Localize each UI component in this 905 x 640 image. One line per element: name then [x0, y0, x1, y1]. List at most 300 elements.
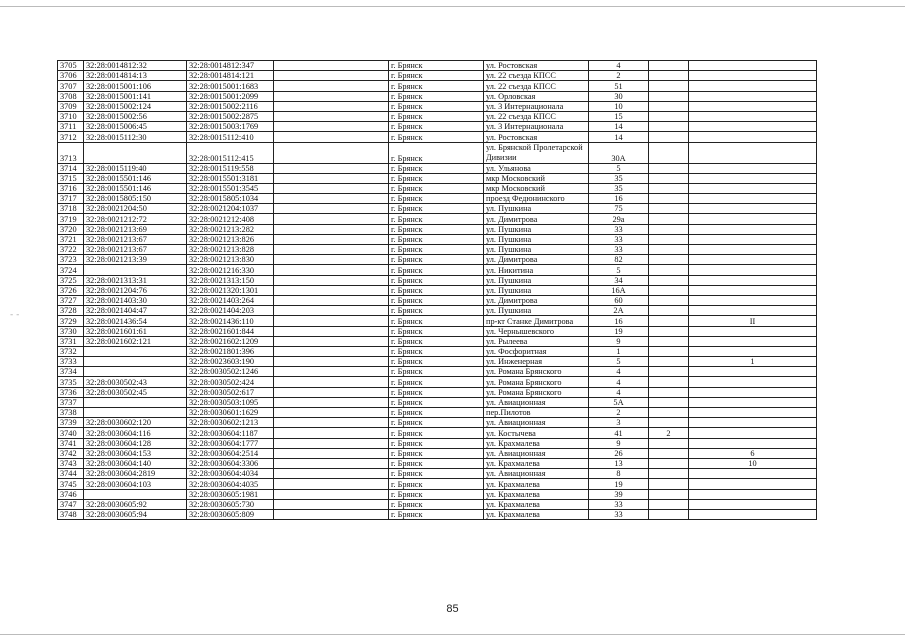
street-address-cell: ул. Димитрова: [484, 214, 589, 224]
apartment-number-cell: [689, 132, 817, 142]
city-cell: г. Брянск: [389, 101, 484, 111]
building-cadastral-number-cell: 32:28:0021313:150: [187, 275, 274, 285]
building-cadastral-number-cell: 32:28:0030502:617: [187, 387, 274, 397]
apartment-number-cell: [689, 438, 817, 448]
land-cadastral-number-cell: 32:28:0021213:67: [84, 245, 187, 255]
city-cell: г. Брянск: [389, 397, 484, 407]
street-address-cell: ул. Романа Брянского: [484, 367, 589, 377]
table-row: [58, 132, 817, 142]
city-cell: г. Брянск: [389, 265, 484, 275]
house-number-cell: 30: [589, 91, 649, 101]
house-number-cell: 33: [589, 509, 649, 519]
table-row: [58, 224, 817, 234]
house-number-cell: 26: [589, 448, 649, 458]
city-cell: г. Брянск: [389, 122, 484, 132]
land-cadastral-number-cell: 32:28:0015501:146: [84, 183, 187, 193]
street-address-cell: ул. Брянской Пролетарской Дивизии: [484, 142, 589, 163]
street-address-cell: ул. 22 съезда КПСС: [484, 111, 589, 121]
table-row: [58, 316, 817, 326]
house-number-cell: 5: [589, 357, 649, 367]
blank-column-cell: [274, 336, 389, 346]
city-cell: г. Брянск: [389, 183, 484, 193]
apartment-number-cell: [689, 214, 817, 224]
street-address-cell: ул. Авиационная: [484, 469, 589, 479]
city-cell: г. Брянск: [389, 306, 484, 316]
city-cell: г. Брянск: [389, 346, 484, 356]
house-number-cell: 82: [589, 255, 649, 265]
apartment-number-cell: [689, 183, 817, 193]
blank-column-cell: [274, 479, 389, 489]
apartment-number-cell: [689, 489, 817, 499]
building-number-cell: [649, 469, 689, 479]
table-row: [58, 469, 817, 479]
building-number-cell: [649, 336, 689, 346]
blank-column-cell: [274, 489, 389, 499]
building-cadastral-number-cell: 32:28:0023603:190: [187, 357, 274, 367]
house-number-cell: 16А: [589, 285, 649, 295]
house-number-cell: 35: [589, 173, 649, 183]
city-cell: г. Брянск: [389, 285, 484, 295]
table-row: [58, 183, 817, 193]
row-number-cell: 3723: [58, 255, 84, 265]
building-number-cell: [649, 418, 689, 428]
row-number-cell: 3737: [58, 397, 84, 407]
row-number-cell: 3711: [58, 122, 84, 132]
blank-column-cell: [274, 173, 389, 183]
apartment-number-cell: [689, 101, 817, 111]
street-address-cell: ул. 3 Интернационала: [484, 122, 589, 132]
blank-column-cell: [274, 245, 389, 255]
building-number-cell: [649, 91, 689, 101]
building-number-cell: [649, 132, 689, 142]
building-number-cell: [649, 357, 689, 367]
table-row: [58, 346, 817, 356]
apartment-number-cell: [689, 326, 817, 336]
blank-column-cell: [274, 234, 389, 244]
building-cadastral-number-cell: 32:28:0021204:1037: [187, 204, 274, 214]
city-cell: г. Брянск: [389, 71, 484, 81]
table-row: [58, 255, 817, 265]
land-cadastral-number-cell: 32:28:0030604:2819: [84, 469, 187, 479]
city-cell: г. Брянск: [389, 509, 484, 519]
street-address-cell: ул. Ростовская: [484, 61, 589, 71]
table-row: [58, 306, 817, 316]
row-number-cell: 3720: [58, 224, 84, 234]
land-cadastral-number-cell: [84, 408, 187, 418]
building-cadastral-number-cell: 32:28:0030604:2514: [187, 448, 274, 458]
street-address-cell: ул. Пушкина: [484, 204, 589, 214]
city-cell: г. Брянск: [389, 448, 484, 458]
apartment-number-cell: 6: [689, 448, 817, 458]
building-cadastral-number-cell: 32:28:0021601:844: [187, 326, 274, 336]
house-number-cell: 33: [589, 499, 649, 509]
building-cadastral-number-cell: 32:28:0021213:826: [187, 234, 274, 244]
land-cadastral-number-cell: 32:28:0021601:61: [84, 326, 187, 336]
land-cadastral-number-cell: 32:28:0030604:140: [84, 458, 187, 468]
land-cadastral-number-cell: 32:28:0030502:43: [84, 377, 187, 387]
city-cell: г. Брянск: [389, 326, 484, 336]
apartment-number-cell: [689, 224, 817, 234]
house-number-cell: 39: [589, 489, 649, 499]
blank-column-cell: [274, 316, 389, 326]
row-number-cell: 3715: [58, 173, 84, 183]
building-number-cell: [649, 71, 689, 81]
building-cadastral-number-cell: 32:28:0021320:1301: [187, 285, 274, 295]
house-number-cell: 33: [589, 234, 649, 244]
house-number-cell: 4: [589, 61, 649, 71]
blank-column-cell: [274, 255, 389, 265]
street-address-cell: ул. Чернышевского: [484, 326, 589, 336]
city-cell: г. Брянск: [389, 275, 484, 285]
house-number-cell: 4: [589, 367, 649, 377]
city-cell: г. Брянск: [389, 387, 484, 397]
blank-column-cell: [274, 326, 389, 336]
blank-column-cell: [274, 61, 389, 71]
building-cadastral-number-cell: 32:28:0021213:282: [187, 224, 274, 234]
building-cadastral-number-cell: 32:28:0021403:264: [187, 295, 274, 305]
building-cadastral-number-cell: 32:28:0015805:1034: [187, 194, 274, 204]
building-number-cell: [649, 245, 689, 255]
row-number-cell: 3708: [58, 91, 84, 101]
street-address-cell: ул. Романа Брянского: [484, 377, 589, 387]
land-cadastral-number-cell: 32:28:0021436:54: [84, 316, 187, 326]
land-cadastral-number-cell: 32:28:0021212:72: [84, 214, 187, 224]
row-number-cell: 3718: [58, 204, 84, 214]
street-address-cell: ул. Инженерная: [484, 357, 589, 367]
city-cell: г. Брянск: [389, 91, 484, 101]
apartment-number-cell: [689, 285, 817, 295]
apartment-number-cell: [689, 194, 817, 204]
building-cadastral-number-cell: 32:28:0030503:1095: [187, 397, 274, 407]
house-number-cell: 33: [589, 245, 649, 255]
house-number-cell: 2: [589, 408, 649, 418]
street-address-cell: ул. Романа Брянского: [484, 387, 589, 397]
street-address-cell: ул. Костычева: [484, 428, 589, 438]
blank-column-cell: [274, 285, 389, 295]
building-number-cell: [649, 111, 689, 121]
house-number-cell: 5: [589, 163, 649, 173]
row-number-cell: 3745: [58, 479, 84, 489]
street-address-cell: ул. Крахмалева: [484, 458, 589, 468]
building-cadastral-number-cell: 32:28:0015501:3545: [187, 183, 274, 193]
building-cadastral-number-cell: 32:28:0030601:1629: [187, 408, 274, 418]
row-number-cell: 3714: [58, 163, 84, 173]
table-row: [58, 367, 817, 377]
apartment-number-cell: [689, 469, 817, 479]
blank-column-cell: [274, 357, 389, 367]
blank-column-cell: [274, 408, 389, 418]
building-cadastral-number-cell: 32:28:0015119:558: [187, 163, 274, 173]
building-number-cell: [649, 255, 689, 265]
building-number-cell: [649, 377, 689, 387]
building-number-cell: [649, 234, 689, 244]
house-number-cell: 4: [589, 387, 649, 397]
table-row: [58, 397, 817, 407]
row-number-cell: 3746: [58, 489, 84, 499]
city-cell: г. Брянск: [389, 81, 484, 91]
building-number-cell: [649, 295, 689, 305]
building-number-cell: [649, 408, 689, 418]
house-number-cell: 8: [589, 469, 649, 479]
land-cadastral-number-cell: 32:28:0030604:128: [84, 438, 187, 448]
table-row: [58, 163, 817, 173]
blank-column-cell: [274, 194, 389, 204]
house-number-cell: 14: [589, 132, 649, 142]
building-number-cell: [649, 509, 689, 519]
apartment-number-cell: [689, 71, 817, 81]
city-cell: г. Брянск: [389, 234, 484, 244]
city-cell: г. Брянск: [389, 489, 484, 499]
house-number-cell: 9: [589, 438, 649, 448]
apartment-number-cell: [689, 295, 817, 305]
street-address-cell: мкр Московский: [484, 173, 589, 183]
building-cadastral-number-cell: 32:28:0015501:3181: [187, 173, 274, 183]
building-cadastral-number-cell: 32:28:0021213:830: [187, 255, 274, 265]
city-cell: г. Брянск: [389, 245, 484, 255]
row-number-cell: 3712: [58, 132, 84, 142]
row-number-cell: 3732: [58, 346, 84, 356]
land-cadastral-number-cell: 32:28:0014812:32: [84, 61, 187, 71]
apartment-number-cell: [689, 255, 817, 265]
building-number-cell: [649, 387, 689, 397]
building-number-cell: [649, 122, 689, 132]
apartment-number-cell: [689, 377, 817, 387]
building-cadastral-number-cell: 32:28:0021213:828: [187, 245, 274, 255]
table-row: [58, 408, 817, 418]
apartment-number-cell: [689, 265, 817, 275]
street-address-cell: ул. Ульянова: [484, 163, 589, 173]
house-number-cell: 35: [589, 183, 649, 193]
page-number: 85: [446, 603, 459, 615]
street-address-cell: ул. Рылеева: [484, 336, 589, 346]
apartment-number-cell: [689, 275, 817, 285]
building-number-cell: [649, 224, 689, 234]
row-number-cell: 3717: [58, 194, 84, 204]
table-row: [58, 265, 817, 275]
city-cell: г. Брянск: [389, 458, 484, 468]
street-address-cell: мкр Московский: [484, 183, 589, 193]
city-cell: г. Брянск: [389, 357, 484, 367]
blank-column-cell: [274, 499, 389, 509]
building-number-cell: [649, 438, 689, 448]
table-row: [58, 438, 817, 448]
row-number-cell: 3722: [58, 245, 84, 255]
blank-column-cell: [274, 91, 389, 101]
city-cell: г. Брянск: [389, 438, 484, 448]
apartment-number-cell: 10: [689, 458, 817, 468]
blank-column-cell: [274, 265, 389, 275]
table-row: [58, 81, 817, 91]
street-address-cell: ул. Авиационная: [484, 418, 589, 428]
house-number-cell: 19: [589, 479, 649, 489]
house-number-cell: 2А: [589, 306, 649, 316]
city-cell: г. Брянск: [389, 499, 484, 509]
house-number-cell: 29а: [589, 214, 649, 224]
land-cadastral-number-cell: 32:28:0030604:116: [84, 428, 187, 438]
building-number-cell: [649, 163, 689, 173]
row-number-cell: 3707: [58, 81, 84, 91]
city-cell: г. Брянск: [389, 316, 484, 326]
table-row: [58, 245, 817, 255]
row-number-cell: 3724: [58, 265, 84, 275]
building-cadastral-number-cell: 32:28:0015002:2875: [187, 111, 274, 121]
city-cell: г. Брянск: [389, 418, 484, 428]
land-cadastral-number-cell: 32:28:0030604:103: [84, 479, 187, 489]
row-number-cell: 3748: [58, 509, 84, 519]
table-row: [58, 101, 817, 111]
building-number-cell: [649, 142, 689, 163]
row-number-cell: 3706: [58, 71, 84, 81]
row-number-cell: 3741: [58, 438, 84, 448]
building-number-cell: [649, 81, 689, 91]
city-cell: г. Брянск: [389, 132, 484, 142]
building-number-cell: [649, 204, 689, 214]
row-number-cell: 3734: [58, 367, 84, 377]
land-cadastral-number-cell: 32:28:0015501:146: [84, 173, 187, 183]
building-number-cell: [649, 397, 689, 407]
blank-column-cell: [274, 122, 389, 132]
blank-column-cell: [274, 418, 389, 428]
row-number-cell: 3716: [58, 183, 84, 193]
street-address-cell: пр-кт Станке Димитрова: [484, 316, 589, 326]
building-number-cell: [649, 316, 689, 326]
apartment-number-cell: [689, 81, 817, 91]
apartment-number-cell: [689, 499, 817, 509]
street-address-cell: ул. Пушкина: [484, 285, 589, 295]
land-cadastral-number-cell: 32:28:0015002:56: [84, 111, 187, 121]
row-number-cell: 3736: [58, 387, 84, 397]
building-cadastral-number-cell: 32:28:0030602:1213: [187, 418, 274, 428]
building-cadastral-number-cell: 32:28:0015112:410: [187, 132, 274, 142]
land-cadastral-number-cell: 32:28:0015001:141: [84, 91, 187, 101]
blank-column-cell: [274, 163, 389, 173]
blank-column-cell: [274, 428, 389, 438]
building-cadastral-number-cell: 32:28:0030604:1187: [187, 428, 274, 438]
city-cell: г. Брянск: [389, 142, 484, 163]
apartment-number-cell: [689, 408, 817, 418]
building-cadastral-number-cell: 32:28:0030604:1777: [187, 438, 274, 448]
house-number-cell: 19: [589, 326, 649, 336]
blank-column-cell: [274, 183, 389, 193]
building-number-cell: [649, 183, 689, 193]
building-number-cell: [649, 101, 689, 111]
apartment-number-cell: [689, 336, 817, 346]
apartment-number-cell: [689, 509, 817, 519]
land-cadastral-number-cell: 32:28:0030502:45: [84, 387, 187, 397]
land-cadastral-number-cell: [84, 346, 187, 356]
land-cadastral-number-cell: [84, 357, 187, 367]
apartment-number-cell: [689, 418, 817, 428]
table-row: [58, 91, 817, 101]
building-number-cell: [649, 173, 689, 183]
apartment-number-cell: [689, 142, 817, 163]
table-row: [58, 448, 817, 458]
building-cadastral-number-cell: 32:28:0030604:4035: [187, 479, 274, 489]
blank-column-cell: [274, 346, 389, 356]
city-cell: г. Брянск: [389, 61, 484, 71]
building-cadastral-number-cell: 32:28:0021216:330: [187, 265, 274, 275]
land-cadastral-number-cell: [84, 397, 187, 407]
building-cadastral-number-cell: 32:28:0021801:396: [187, 346, 274, 356]
blank-column-cell: [274, 458, 389, 468]
street-address-cell: ул. Орловская: [484, 91, 589, 101]
land-cadastral-number-cell: 32:28:0015119:40: [84, 163, 187, 173]
city-cell: г. Брянск: [389, 367, 484, 377]
building-number-cell: [649, 306, 689, 316]
street-address-cell: ул. Ростовская: [484, 132, 589, 142]
apartment-number-cell: [689, 234, 817, 244]
land-cadastral-number-cell: 32:28:0021213:39: [84, 255, 187, 265]
row-number-cell: 3744: [58, 469, 84, 479]
house-number-cell: 5А: [589, 397, 649, 407]
house-number-cell: 10: [589, 101, 649, 111]
apartment-number-cell: [689, 204, 817, 214]
house-number-cell: 75: [589, 204, 649, 214]
row-number-cell: 3710: [58, 111, 84, 121]
row-number-cell: 3731: [58, 336, 84, 346]
building-cadastral-number-cell: 32:28:0021404:203: [187, 306, 274, 316]
blank-column-cell: [274, 81, 389, 91]
blank-column-cell: [274, 204, 389, 214]
street-address-cell: ул. Пушкина: [484, 224, 589, 234]
row-number-cell: 3728: [58, 306, 84, 316]
land-cadastral-number-cell: 32:28:0021404:47: [84, 306, 187, 316]
table-row: [58, 173, 817, 183]
row-number-cell: 3730: [58, 326, 84, 336]
building-number-cell: [649, 61, 689, 71]
building-cadastral-number-cell: 32:28:0021212:408: [187, 214, 274, 224]
building-cadastral-number-cell: 32:28:0030604:3306: [187, 458, 274, 468]
blank-column-cell: [274, 509, 389, 519]
house-number-cell: 30А: [589, 142, 649, 163]
table-row: [58, 61, 817, 71]
building-number-cell: [649, 194, 689, 204]
street-address-cell: ул. Пушкина: [484, 234, 589, 244]
city-cell: г. Брянск: [389, 295, 484, 305]
row-number-cell: 3738: [58, 408, 84, 418]
city-cell: г. Брянск: [389, 224, 484, 234]
street-address-cell: ул. 22 съезда КПСС: [484, 71, 589, 81]
city-cell: г. Брянск: [389, 377, 484, 387]
apartment-number-cell: [689, 367, 817, 377]
building-cadastral-number-cell: 32:28:0030502:424: [187, 377, 274, 387]
land-cadastral-number-cell: [84, 489, 187, 499]
table-row: [58, 489, 817, 499]
building-cadastral-number-cell: 32:28:0015003:1769: [187, 122, 274, 132]
street-address-cell: ул. Крахмалева: [484, 499, 589, 509]
blank-column-cell: [274, 306, 389, 316]
building-number-cell: [649, 285, 689, 295]
apartment-number-cell: [689, 397, 817, 407]
building-cadastral-number-cell: 32:28:0014814:121: [187, 71, 274, 81]
table-row: [58, 377, 817, 387]
building-cadastral-number-cell: 32:28:0030605:809: [187, 509, 274, 519]
city-cell: г. Брянск: [389, 194, 484, 204]
house-number-cell: 33: [589, 224, 649, 234]
street-address-cell: ул. Пушкина: [484, 275, 589, 285]
row-number-cell: 3709: [58, 101, 84, 111]
house-number-cell: 13: [589, 458, 649, 468]
land-cadastral-number-cell: 32:28:0015006:45: [84, 122, 187, 132]
house-number-cell: 41: [589, 428, 649, 438]
apartment-number-cell: [689, 163, 817, 173]
building-number-cell: [649, 275, 689, 285]
land-cadastral-number-cell: 32:28:0021204:76: [84, 285, 187, 295]
apartment-number-cell: [689, 479, 817, 489]
row-number-cell: 3713: [58, 142, 84, 163]
land-cadastral-number-cell: [84, 265, 187, 275]
table-row: [58, 336, 817, 346]
